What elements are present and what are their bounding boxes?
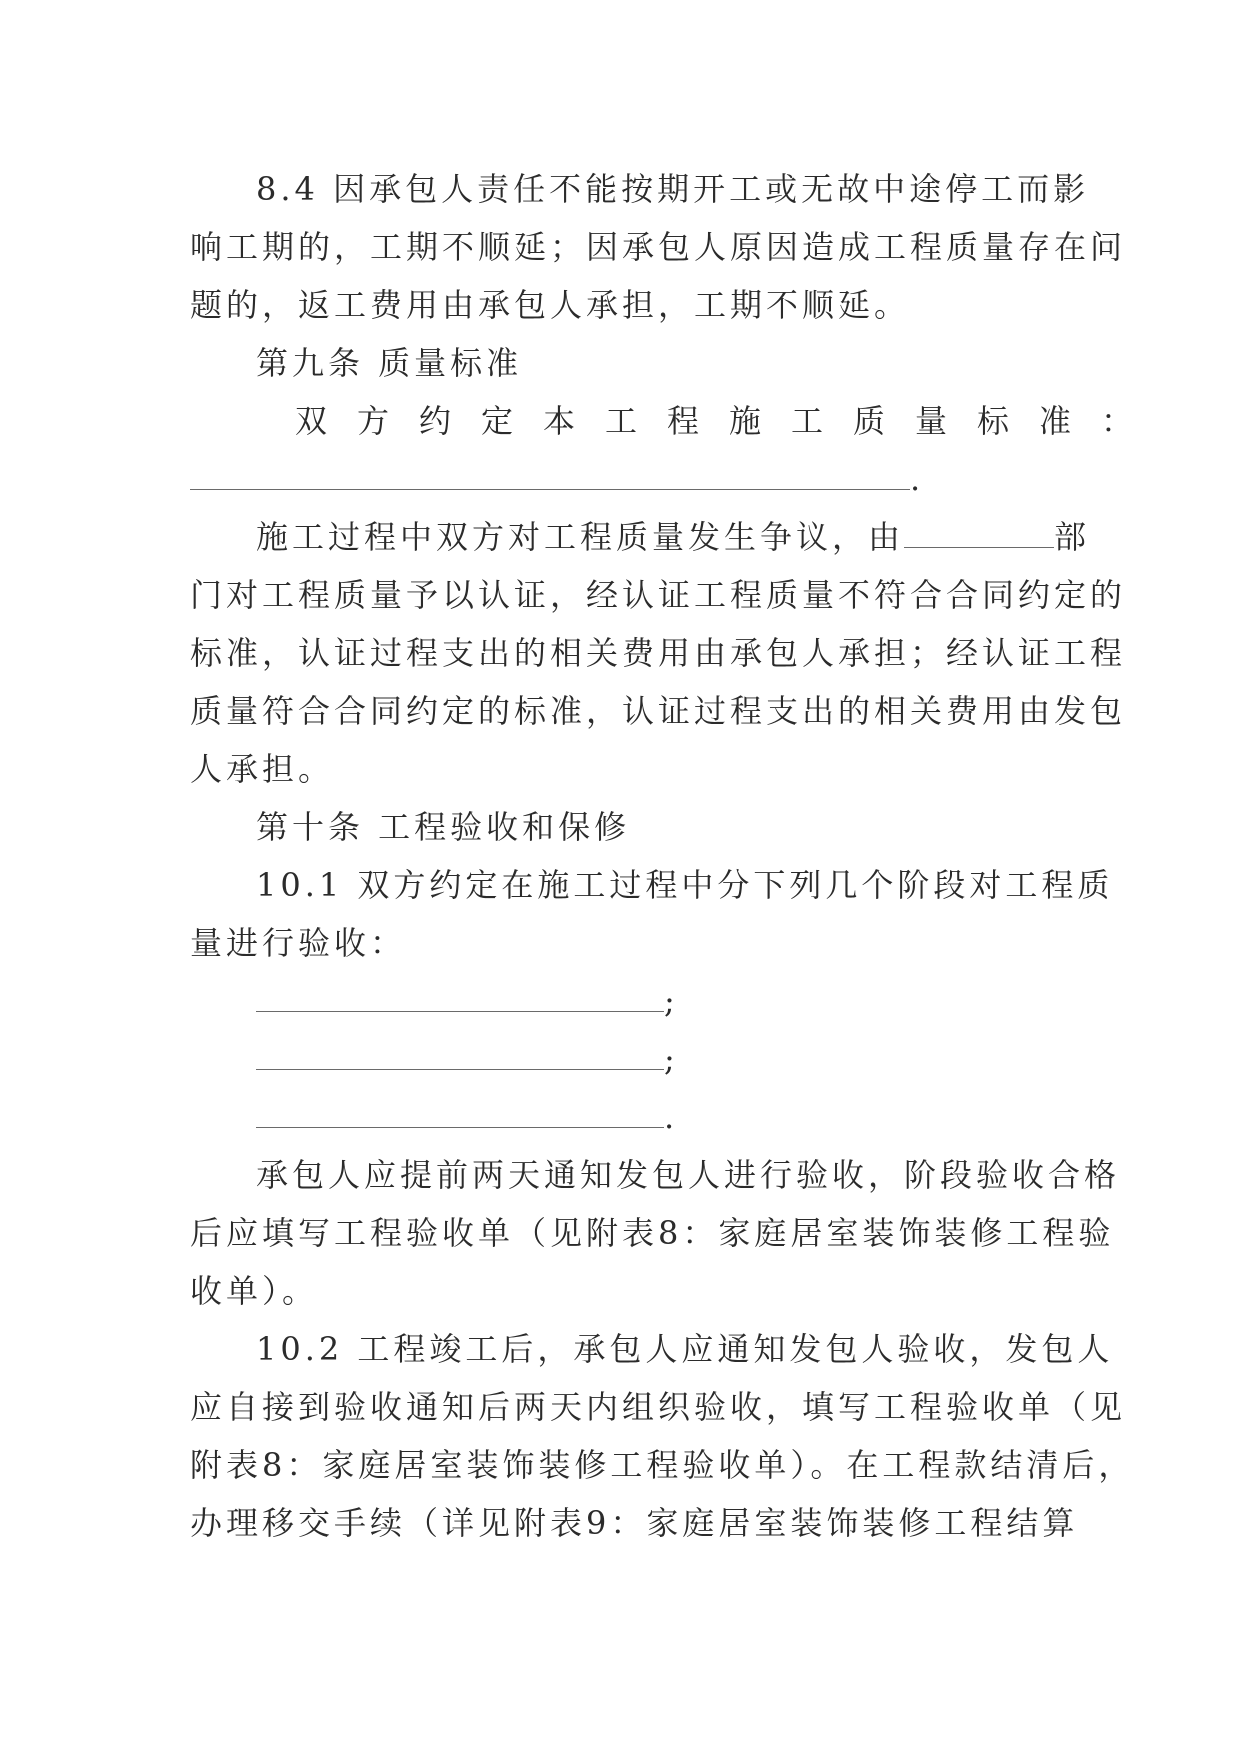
certifying-department-blank[interactable]: [904, 515, 1054, 548]
quality-standard-blank-line: [190, 450, 1058, 508]
inspection-stage-3-blank[interactable]: [256, 1095, 664, 1128]
dispute-line-5: 人承担。: [190, 750, 335, 788]
inspection-stage-1-blank[interactable]: [256, 979, 664, 1012]
quality-standard-blank[interactable]: [190, 457, 910, 490]
dispute-line-3: 标准，认证过程支出的相关费用由承包人承担；经认证工程: [190, 634, 1127, 672]
notice-line-1: 承包人应提前两天通知发包人进行验收，阶段验收合格: [256, 1156, 1121, 1194]
inspection-stage-2: [190, 1030, 1058, 1088]
inspection-stage-1-end: ;: [664, 982, 679, 1020]
dispute-text-after-blank: 部: [1054, 518, 1091, 556]
clause-10-2-line-3: 附表8：家庭居室装饰装修工程验收单）。在工程款结清后，: [190, 1446, 1135, 1484]
dispute-text-before-blank: 施工过程中双方对工程质量发生争议，由: [256, 518, 905, 556]
article-10-title: 第十条 工程验收和保修: [256, 808, 631, 846]
quality-standard-label: 双方约定本工程施工质量标准：: [295, 402, 1164, 440]
dispute-line-1: [190, 508, 1091, 566]
clause-10-2-line-2: 应自接到验收通知后两天内组织验收，填写工程验收单（见: [190, 1388, 1127, 1426]
inspection-stage-1: [190, 972, 1058, 1030]
clause-10-1-line-1: 10.1 双方约定在施工过程中分下列几个阶段对工程质: [256, 866, 1114, 904]
clause-10-2-line-1: 10.2 工程竣工后，承包人应通知发包人验收，发包人: [256, 1330, 1114, 1368]
dispute-line-4: 质量符合合同约定的标准，认证过程支出的相关费用由发包: [190, 692, 1127, 730]
clause-10-1-line-2: 量进行验收：: [190, 924, 407, 962]
notice-line-2: 后应填写工程验收单（见附表8：家庭居室装饰装修工程验: [190, 1214, 1115, 1252]
quality-standard-period: .: [910, 460, 925, 498]
dispute-line-2: 门对工程质量予以认证，经认证工程质量不符合合同约定的: [190, 576, 1127, 614]
inspection-stage-3-end: .: [664, 1098, 679, 1136]
clause-10-2-line-4: 办理移交手续（详见附表9：家庭居室装饰装修工程结算: [190, 1504, 1079, 1542]
clause-8-4-line-1: 8.4 因承包人责任不能按期开工或无故中途停工而影: [256, 170, 1090, 208]
article-9-title: 第九条 质量标准: [256, 344, 523, 382]
notice-line-3: 收单）。: [190, 1272, 319, 1310]
document-page: [190, 160, 1164, 1552]
inspection-stage-3: [190, 1088, 1058, 1146]
inspection-stage-2-blank[interactable]: [256, 1037, 664, 1070]
clause-8-4-line-3: 题的，返工费用由承包人承担，工期不顺延。: [190, 286, 911, 324]
inspection-stage-2-end: ;: [664, 1040, 679, 1078]
clause-8-4-line-2: 响工期的，工期不顺延；因承包人原因造成工程质量存在问: [190, 228, 1127, 266]
